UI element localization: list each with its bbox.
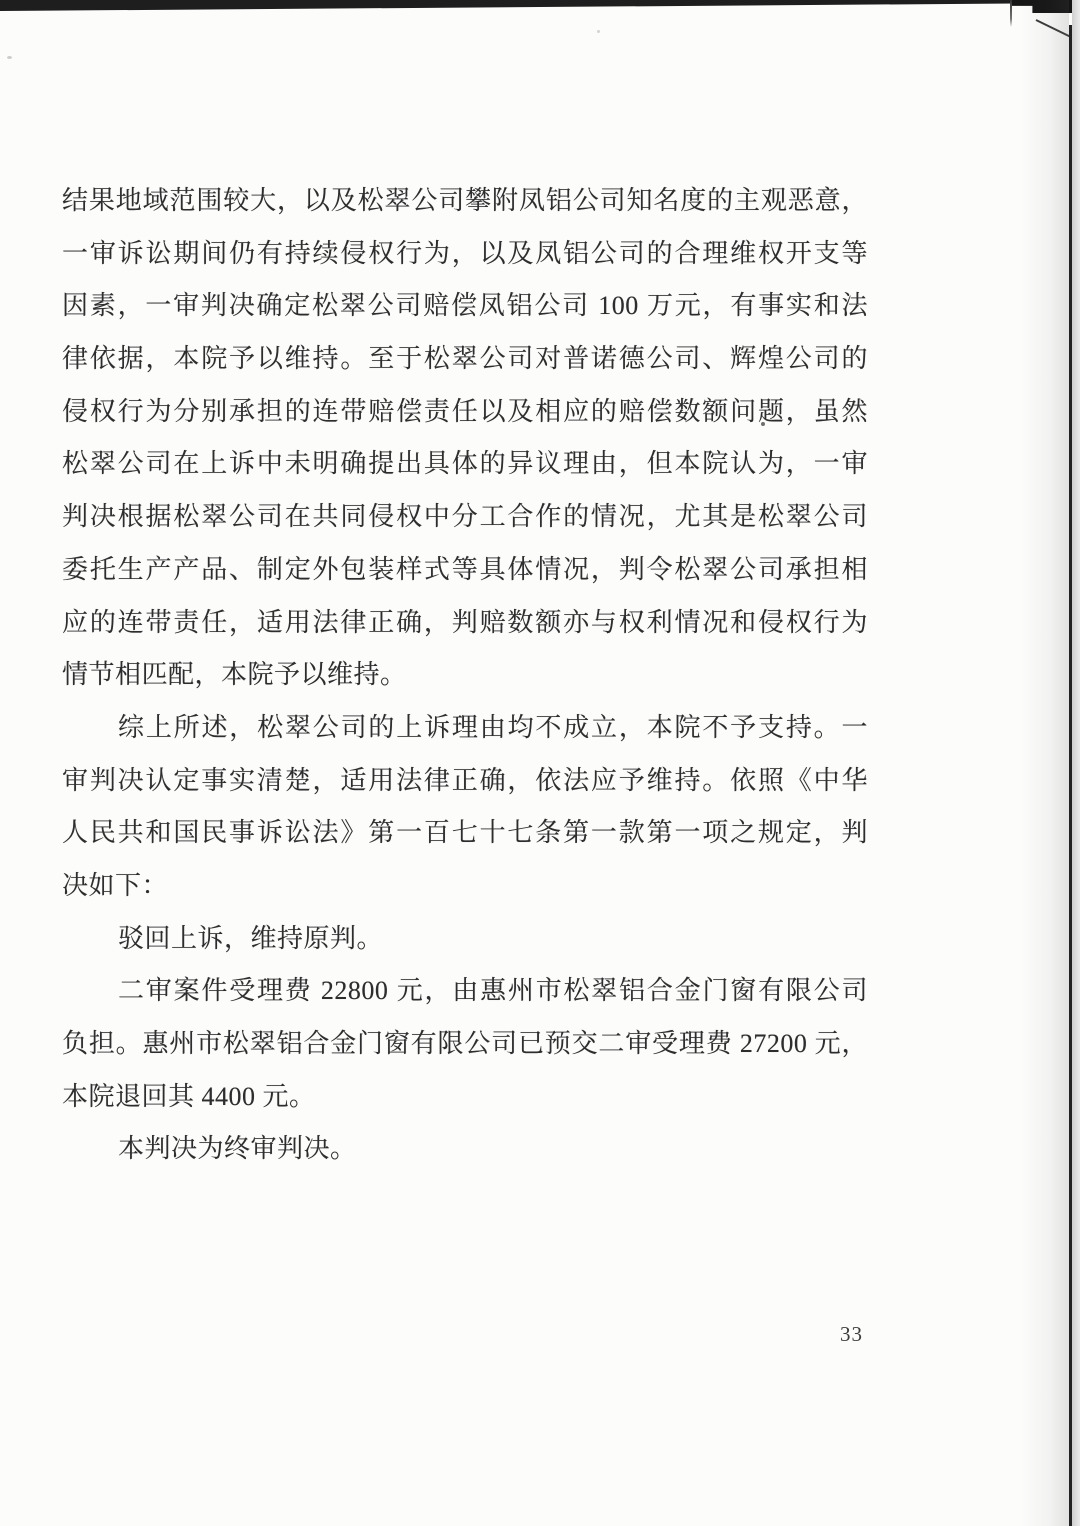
scan-speck	[597, 30, 600, 33]
scan-artifact-top-edge	[0, 0, 1014, 11]
text-line: 驳回上诉，维持原判。	[118, 923, 384, 953]
text-line: 判决根据松翠公司在共同侵权中分工合作的情况，尤其是松翠公司	[62, 502, 868, 532]
text-line: 本院退回其 4400 元。	[62, 1081, 316, 1111]
scan-artifact-right-margin	[1072, 0, 1080, 1526]
text-line: 综上所述，松翠公司的上诉理由均不成立，本院不予支持。一	[118, 712, 868, 742]
text-line: 一审诉讼期间仍有持续侵权行为，以及凤铝公司的合理维权开支等	[62, 238, 868, 268]
text-line: 负担。惠州市松翠铝合金门窗有限公司已预交二审受理费 27200 元，	[62, 1029, 868, 1058]
text-line: 律依据，本院予以维持。至于松翠公司对普诺德公司、辉煌公司的	[62, 344, 868, 374]
judgment-text-block	[62, 175, 868, 1176]
scan-speck	[7, 56, 12, 59]
text-line: 侵权行为分别承担的连带赔偿责任以及相应的赔偿数额问题，虽然	[62, 396, 868, 426]
text-line: 本判决为终审判决。	[118, 1134, 357, 1164]
text-line: 二审案件受理费 22800 元，由惠州市松翠铝合金门窗有限公司	[118, 976, 868, 1006]
text-line: 结果地域范围较大，以及松翠公司攀附凤铝公司知名度的主观恶意，	[62, 186, 868, 215]
text-line: 情节相匹配，本院予以维持。	[62, 660, 407, 690]
text-line: 审判决认定事实清楚，适用法律正确，依法应予维持。依照《中华	[62, 765, 868, 795]
text-line: 委托生产产品、制定外包装样式等具体情况，判令松翠公司承担相	[62, 554, 868, 584]
text-line: 应的连带责任，适用法律正确，判赔数额亦与权利情况和侵权行为	[62, 607, 868, 637]
text-line: 决如下：	[62, 870, 169, 900]
page-number: 33	[840, 1322, 863, 1346]
scan-artifact-corner-stub	[1010, 0, 1012, 27]
text-line: 人民共和国民事诉讼法》第一百七十七条第一款第一项之规定，判	[62, 818, 868, 848]
text-line: 松翠公司在上诉中未明确提出具体的异议理由，但本院认为，一审	[62, 449, 868, 479]
text-line: 因素，一审判决确定松翠公司赔偿凤铝公司 100 万元，有事实和法	[62, 291, 868, 321]
scan-artifact-right-shadow	[1020, 0, 1069, 1526]
